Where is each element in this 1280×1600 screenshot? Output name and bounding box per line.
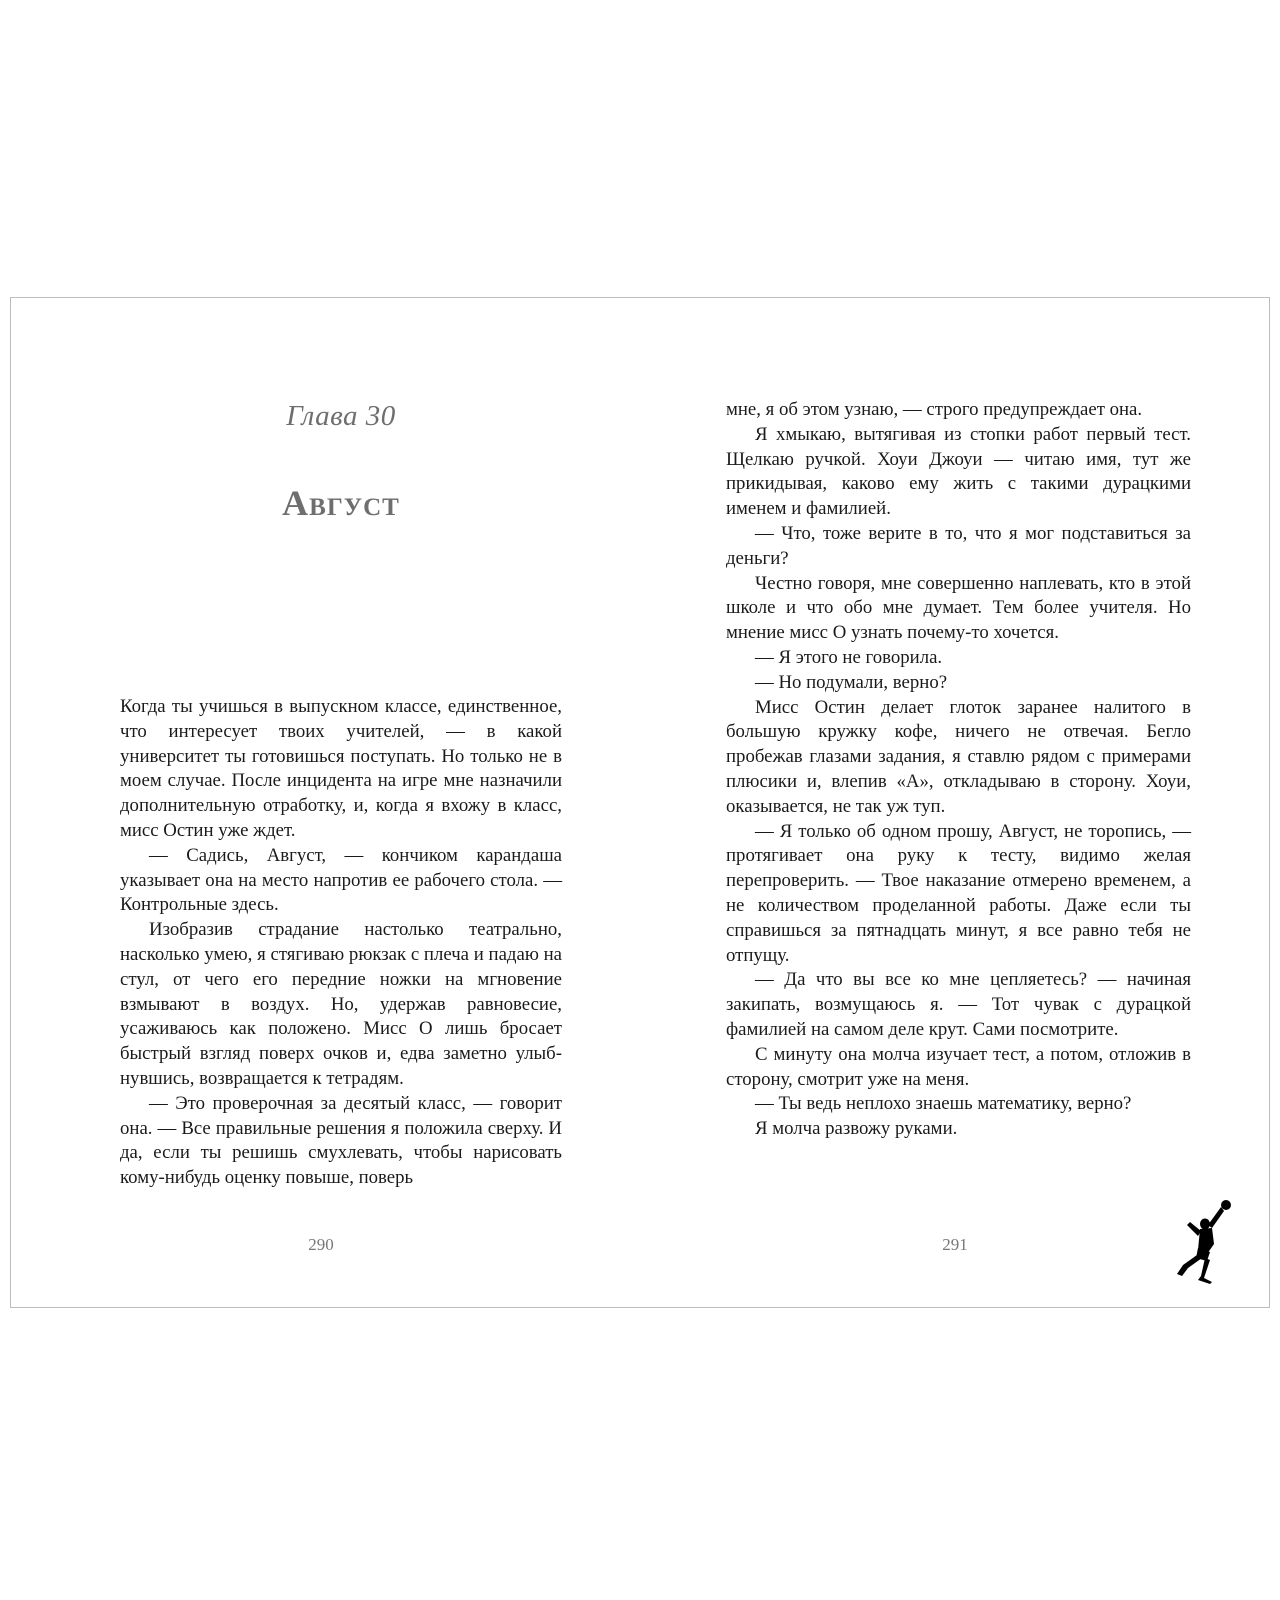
chapter-title: Август — [282, 483, 400, 523]
paragraph: — Но подумали, верно? — [755, 671, 948, 693]
paragraph: С минуту она молча изучает тест, а потом, отложив в сторону, смотрит уже на меня. — [726, 1043, 1191, 1090]
page-number-left: 290 — [308, 1235, 334, 1254]
paragraph: Мисс Остин делает глоток заранее налитого в большую кружку кофе, ничего не отвечая. Бегло пробежав глазами задания, я ставлю рядом с примерами плюсики и, влепив «А», откладываю в сторону. Хоуи, оказывается, не так уж туп. — [726, 696, 1191, 817]
paragraph: Я молча развожу руками. — [755, 1118, 958, 1140]
left-page-text — [120, 695, 562, 1191]
page-number-right: 291 — [942, 1235, 968, 1254]
paragraph: — Что, тоже верите в то, что я мог подставиться за деньги? — [726, 522, 1191, 569]
paragraph: — Я этого не говорила. — [755, 646, 943, 668]
paragraph: Когда ты учишься в выпускном классе, единственное, что интересует твоих учителей, — в какой университет ты готовишься поступать. Но только не в моем случае. После инцидента на игре мне назначили дополнительную отработку, и, когда я вхожу в класс, мисс Остин уже ждет. — [120, 696, 562, 841]
paragraph: — Да что вы все ко мне цепляетесь? — начиная закипать, возмущаюсь я. — Тот чувак с дурацкой фамилией на самом деле крут. Сами посмотрите. — [726, 969, 1191, 1040]
paragraph: — Я только об одном прошу, Август, не торопись, — протягивает она руку к тесту, видимо желая перепроверить. — Твое наказание отмерено временем, а не количеством проделанной работы. Даже если ты справишься за пятнадцать минут, я все равно тебя не отпущу. — [726, 820, 1191, 966]
right-page-text — [726, 398, 1191, 1142]
chapter-number: Глава 30 — [286, 400, 396, 432]
paragraph: — Это проверочная за десятый класс, — говорит она. — Все правильные решения я положила сверху. И да, если ты решишь смухлевать, чтобы нарисовать кому-нибудь оценку повыше, поверь — [120, 1092, 562, 1189]
paragraph: — Ты ведь неплохо знаешь математику, верно? — [755, 1093, 1132, 1115]
paragraph: Честно говоря, мне совершенно наплевать, кто в этой школе и что обо мне думает. Тем более учителя. Но мнение мисс О узнать почему-то хочется. — [726, 572, 1191, 644]
paragraph: Я хмыкаю, вытягивая из стопки работ первый тест. Щелкаю ручкой. Хоуи Джоуи — читаю имя, тут же прикидывая, каково ему жить с такими дурацкими именем и фамилией. — [726, 423, 1191, 520]
paragraph: мне, я об этом узнаю, — строго предупреждает она. — [726, 399, 1143, 420]
paragraph: Изобразив страдание настолько театрально, насколько умею, я стягиваю рюкзак с плеча и падаю на стул, от чего его передние ножки на мгновение взмывают в воздух. Но, удержав равновесие, усаживаюсь как положено. Мисс О лишь бросает быстрый взгляд поверх очков и, едва заметно улыбнувшись, возвращается к тетрадям. — [120, 919, 562, 1089]
basketball-player-silhouette-icon — [1174, 1198, 1236, 1284]
paragraph: — Садись, Август, — кончиком карандаша указывает она на место напротив ее рабочего стола. — Контрольные здесь. — [120, 844, 562, 916]
